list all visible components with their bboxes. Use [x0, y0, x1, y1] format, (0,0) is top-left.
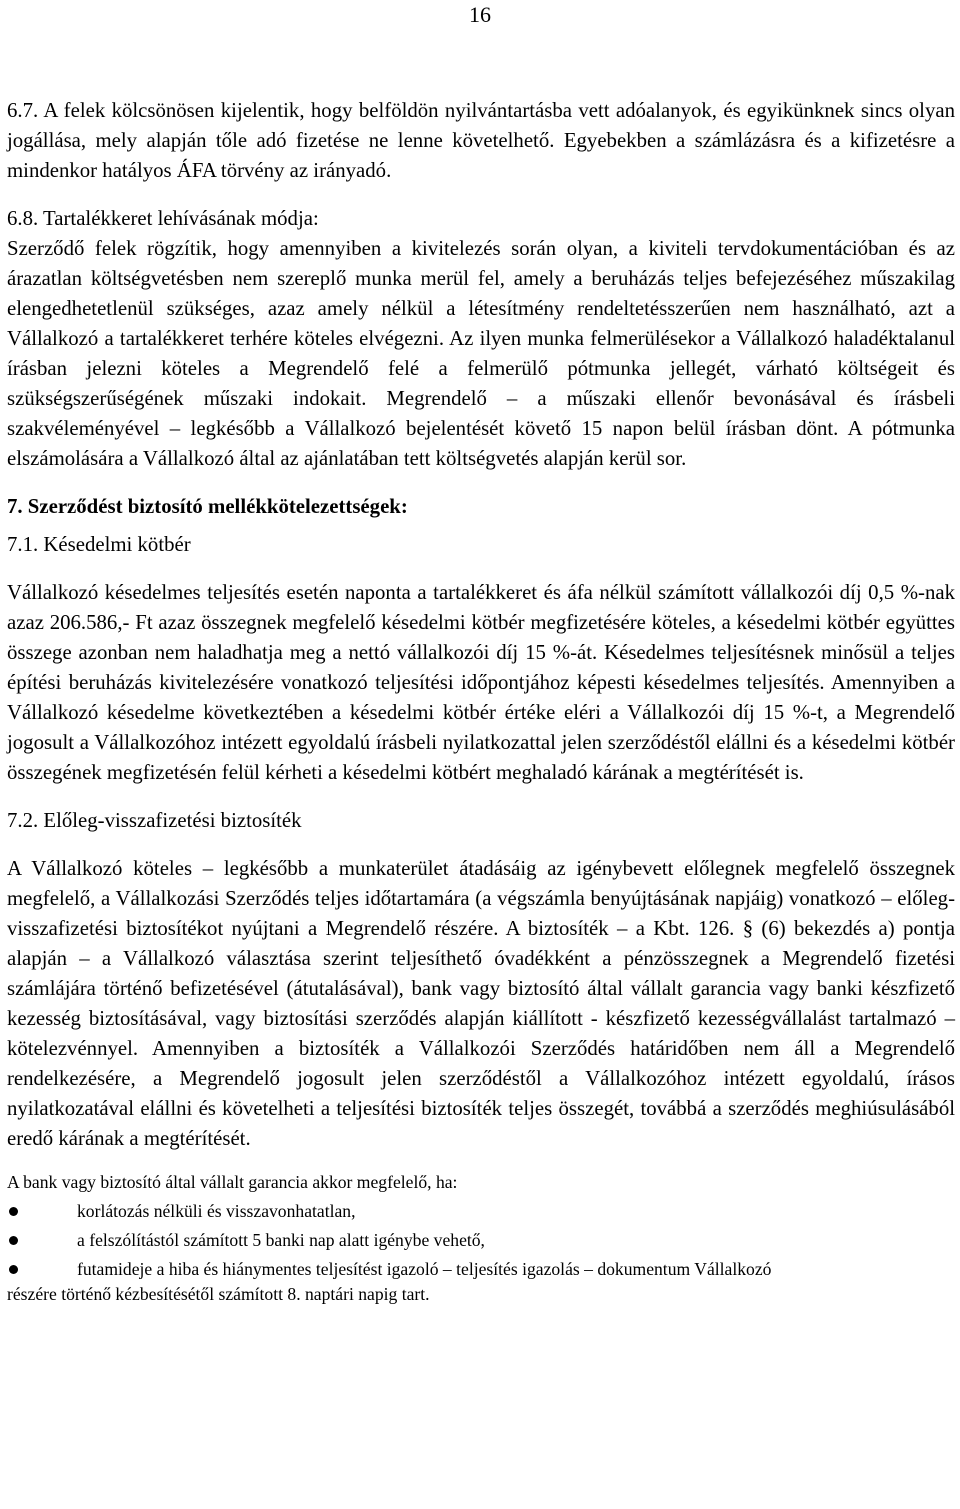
list-item-continuation: részére történő kézbesítésétől számított 8. naptári napig tart.: [7, 1284, 430, 1304]
paragraph-6-7: 6.7. A felek kölcsönösen kijelentik, hogy belföldön nyilvántartásba vett adóalanyok, és egyikünknek sincs olyan jogállása, mely alapján tőle adó fizetése ne lenne követelhető. Egyebekben a számlázásra és a kifizetésre a mindenkor hatályos ÁFA törvény az irányadó.: [7, 99, 955, 182]
list-item-text: korlátozás nélküli és visszavonhatatlan,: [77, 1201, 356, 1221]
paragraph-6-8: Szerződő felek rögzítik, hogy amennyiben a kivitelezés során olyan, a kiviteli tervdokumentációban és az árazatlan költségvetésben nem szereplő munka merül fel, amely a beruházás teljes befejezéséhez műszakilag elengedhetetlenül szükséges, azaz amely nélkül a létesítmény rendeltetésszerűen nem használható, azt a Vállalkozó a tartalékkeret terhére köteles elvégezni. Az ilyen munka felmerülésekor a Vállalkozó haladéktalanul írásban jelezni köteles a Megrendelő felé a felmerülő pótmunka jellegét, várható költségeit és szükségszerűségének műszaki indokait. Megrendelő – a műszaki ellenőr bevonásával és írásbeli szakvéleményével – legkésőbb a Vállalkozó bejelentését követő 15 napon belül írásban dönt. A pótmunka elszámolására a Vállalkozó által az ajánlatában tett költségvetés alapján kerül sor.: [7, 237, 955, 470]
page-number: 16: [469, 2, 491, 27]
guarantee-conditions-list: [7, 1197, 955, 1284]
paragraph-7-2: A Vállalkozó köteles – legkésőbb a munkaterület átadásáig az igénybevett előlegnek megfelelő összegnek megfelelő, a Vállalkozási Szerződés teljes időtartamára (a végszámla benyújtásának napjáig) vonatkozó – előleg-visszafizetési biztosítékot nyújtani a Megrendelő részére. A biztosíték – a Kbt. 126. § (6) bekezdés a) pontja alapján – a Vállalkozó választása szerint teljesíthető óvadékként a pénzösszegnek a Megrendelő fizetési számlájára történő befizetésével (átutalásával), bank vagy biztosító által vállalt garancia vagy banki készfizető kezesség biztosításával, vagy biztosítási szerződés alapján kiállított - készfizető kezességvállalást tartalmazó – kötelezvénnyel. Amennyiben a biztosíték a Vállalkozói Szerződés határidőben nem áll a Megrendelő rendelkezésére, a Megrendelő jogosult jelen szerződéstől a Vállalkozóhoz intézett egyoldalú, írásos nyilatkozatával elállni és követelheti a teljesítési biztosíték teljes összegét, továbbá a szerződés meghiúsulásából eredő kárának a megtérítését.: [7, 857, 955, 1150]
bullet-icon: [9, 1265, 18, 1274]
list-item: [7, 1226, 955, 1255]
bullet-icon: [9, 1207, 18, 1216]
document-body: [7, 96, 955, 1309]
bullet-icon: [9, 1236, 18, 1245]
guarantee-intro: A bank vagy biztosító által vállalt garancia akkor megfelelő, ha:: [7, 1172, 458, 1192]
list-item: [7, 1255, 955, 1284]
list-item-text: futamideje a hiba és hiánymentes teljesítést igazoló – teljesítés igazolás – dokumentum Vállalkozó: [77, 1259, 772, 1279]
list-item-text: a felszólítástól számított 5 banki nap alatt igénybe vehető,: [77, 1230, 485, 1250]
paragraph-7-1: Vállalkozó késedelmes teljesítés esetén naponta a tartalékkeret és áfa nélkül számított vállalkozói díj 0,5 %-nak azaz 206.586,- Ft azaz összegnek megfelelő késedelmi kötbér megfizetésére köteles, a késedelmi kötbér együttes összege azonban nem haladhatja meg a nettó vállalkozói díj 15 %-át. Késedelmes teljesítésnek minősül a teljes építési beruházás kivitelezésére vonatkozó teljesítési időpontjához képesti késedelmes teljesítés. Amennyiben a Vállalkozó késedelme következtében a késedelmi kötbér értéke eléri a Vállalkozói díj 15 %-t, a Megrendelő jogosult a Vállalkozóhoz intézett egyoldalú írásbeli nyilatkozattal jelen szerződéstől elállni és a késedelmi kötbér összegének megfizetésén felül kérheti a késedelmi kötbért meghaladó kárának a megtérítését is.: [7, 581, 955, 784]
list-item: [7, 1197, 955, 1226]
section-6-8-title: 6.8. Tartalékkeret lehívásának módja:: [7, 207, 319, 230]
section-7-1-heading: 7.1. Késedelmi kötbér: [7, 533, 191, 556]
section-7-2-heading: 7.2. Előleg-visszafizetési biztosíték: [7, 809, 302, 832]
section-7-heading: 7. Szerződést biztosító mellékkötelezettségek:: [7, 495, 408, 518]
